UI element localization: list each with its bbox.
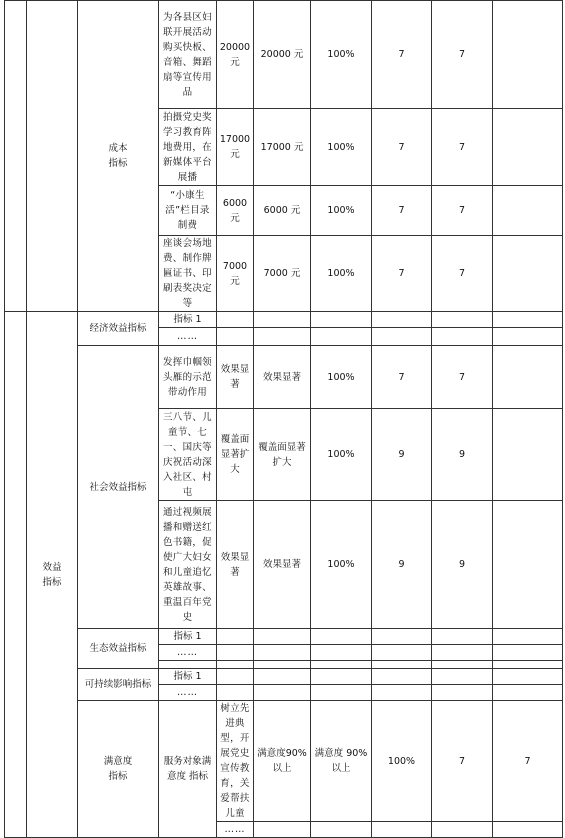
table-row [5, 312, 563, 328]
blank-cell [217, 661, 254, 669]
score-cell: 7 [432, 236, 493, 312]
blank-cell [217, 629, 254, 645]
blank-cell [217, 645, 254, 661]
weight-cell: 7 [372, 109, 432, 186]
ecological-benefit-label: 生态效益指标 [78, 629, 159, 669]
score-cell: 9 [432, 409, 493, 501]
completion-rate-cell: 100% [311, 409, 372, 501]
actual-value-cell: 20000 元 [254, 1, 311, 109]
score-cell: 7 [432, 186, 493, 236]
blank-cell [217, 685, 254, 701]
blank-cell [372, 645, 432, 661]
indicator-cell: 树立先进典型，开展党史宣传教育，关爱帮扶儿童 [217, 701, 254, 822]
actual-value-cell: 效果显著 [254, 501, 311, 629]
blank-cell [311, 822, 372, 838]
blank-cell [493, 822, 563, 838]
actual-value-cell: 满意度 90%以上 [311, 701, 372, 822]
service-satisfaction-label: 服务对象满意度 指标 [159, 701, 217, 838]
indicator-cell: 座谈会场地费、制作牌匾证书、印刷表奖决定等 [159, 236, 217, 312]
sustainable-impact-label: 可持续影响指标 [78, 669, 159, 701]
table-row [5, 1, 563, 109]
blank-cell [493, 661, 563, 669]
blank-cell [372, 312, 432, 328]
blank-cell [311, 645, 372, 661]
table-row [5, 701, 563, 822]
blank-cell [254, 629, 311, 645]
cost-indicator-label: 成本 指标 [78, 1, 159, 312]
blank-cell [311, 328, 372, 346]
social-benefit-label: 社会效益指标 [78, 346, 159, 629]
indicator-cell: 指标 1 [159, 629, 217, 645]
remark-cell [493, 409, 563, 501]
blank-cell [493, 669, 563, 685]
completion-rate-cell: 100% [311, 1, 372, 109]
score-cell: 7 [432, 109, 493, 186]
blank-cell [432, 645, 493, 661]
blank-cell [311, 312, 372, 328]
blank-cell [432, 685, 493, 701]
remark-cell [493, 346, 563, 409]
indicator-cell: …… [159, 645, 217, 661]
weight-cell: 9 [372, 409, 432, 501]
actual-value-cell: 7000 元 [254, 236, 311, 312]
completion-rate-cell: 100% [311, 501, 372, 629]
target-value-cell: 20000 元 [217, 1, 254, 109]
blank-cell [5, 1, 27, 312]
weight-cell: 7 [372, 346, 432, 409]
indicator-cell: 三八节、儿童节、七一、国庆等庆祝活动深入社区、村屯 [159, 409, 217, 501]
indicator-cell: …… [159, 685, 217, 701]
blank-cell [311, 685, 372, 701]
target-value-cell: 7000 元 [217, 236, 254, 312]
table-row [5, 669, 563, 685]
blank-cell [217, 328, 254, 346]
blank-cell [432, 312, 493, 328]
actual-value-cell: 6000 元 [254, 186, 311, 236]
indicator-cell: “小康生活”栏目录制费 [159, 186, 217, 236]
indicator-cell: 拍摄党史奖学习教育阵地费用，在新媒体平台展播 [159, 109, 217, 186]
score-cell: 9 [432, 501, 493, 629]
blank-cell [311, 629, 372, 645]
blank-cell [372, 661, 432, 669]
score-cell: 7 [493, 701, 563, 822]
blank-cell [493, 645, 563, 661]
blank-cell [217, 312, 254, 328]
weight-cell: 9 [372, 501, 432, 629]
actual-value-cell: 覆盖面显著扩大 [254, 409, 311, 501]
performance-indicator-table [4, 0, 563, 838]
target-value-cell: 17000 元 [217, 109, 254, 186]
completion-rate-cell: 100% [311, 346, 372, 409]
indicator-cell: 为各县区妇联开展活动购买快板、音箱、舞蹈扇等宣传用品 [159, 1, 217, 109]
blank-cell [493, 629, 563, 645]
blank-cell [254, 645, 311, 661]
blank-cell [27, 1, 78, 312]
completion-rate-cell: 100% [311, 186, 372, 236]
weight-cell: 7 [372, 1, 432, 109]
blank-cell [372, 328, 432, 346]
blank-cell [493, 685, 563, 701]
weight-cell: 7 [432, 701, 493, 822]
blank-cell [217, 669, 254, 685]
indicator-cell: …… [217, 822, 254, 838]
economic-benefit-label: 经济效益指标 [78, 312, 159, 346]
completion-rate-cell: 100% [372, 701, 432, 822]
blank-cell [311, 669, 372, 685]
weight-cell: 7 [372, 186, 432, 236]
remark-cell [493, 236, 563, 312]
target-value-cell: 效果显著 [217, 501, 254, 629]
target-value-cell: 覆盖面显著扩大 [217, 409, 254, 501]
remark-cell [493, 1, 563, 109]
blank-cell [372, 685, 432, 701]
blank-cell [372, 629, 432, 645]
blank-cell [493, 328, 563, 346]
score-cell: 7 [432, 1, 493, 109]
blank-cell [5, 312, 27, 838]
blank-cell [372, 669, 432, 685]
blank-cell [432, 669, 493, 685]
blank-cell [432, 328, 493, 346]
blank-cell [254, 669, 311, 685]
blank-cell [254, 661, 311, 669]
indicator-cell: 指标 1 [159, 312, 217, 328]
target-value-cell: 效果显著 [217, 346, 254, 409]
indicator-cell: 指标 1 [159, 669, 217, 685]
completion-rate-cell: 100% [311, 236, 372, 312]
blank-cell [254, 822, 311, 838]
remark-cell [493, 501, 563, 629]
completion-rate-cell: 100% [311, 109, 372, 186]
actual-value-cell: 17000 元 [254, 109, 311, 186]
target-value-cell: 满意度90%以上 [254, 701, 311, 822]
target-value-cell: 6000 元 [217, 186, 254, 236]
score-cell: 7 [432, 346, 493, 409]
blank-cell [432, 629, 493, 645]
indicator-cell: …… [159, 328, 217, 346]
remark-cell [493, 109, 563, 186]
blank-cell [432, 822, 493, 838]
remark-cell [493, 186, 563, 236]
blank-cell [372, 822, 432, 838]
blank-cell [432, 661, 493, 669]
weight-cell: 7 [372, 236, 432, 312]
blank-cell [254, 312, 311, 328]
blank-cell [311, 661, 372, 669]
satisfaction-indicator-label: 满意度 指标 [78, 701, 159, 838]
table-row [5, 346, 563, 409]
benefit-indicator-label: 效益 指标 [27, 312, 78, 838]
blank-cell [159, 661, 217, 669]
blank-cell [254, 685, 311, 701]
actual-value-cell: 效果显著 [254, 346, 311, 409]
indicator-cell: 通过视频展播和赠送红色书籍，促使广大妇女和儿童追忆英雄故事、重温百年党史 [159, 501, 217, 629]
indicator-cell: 发挥巾帼领头雁的示范带动作用 [159, 346, 217, 409]
table-row [5, 629, 563, 645]
blank-cell [254, 328, 311, 346]
blank-cell [493, 312, 563, 328]
